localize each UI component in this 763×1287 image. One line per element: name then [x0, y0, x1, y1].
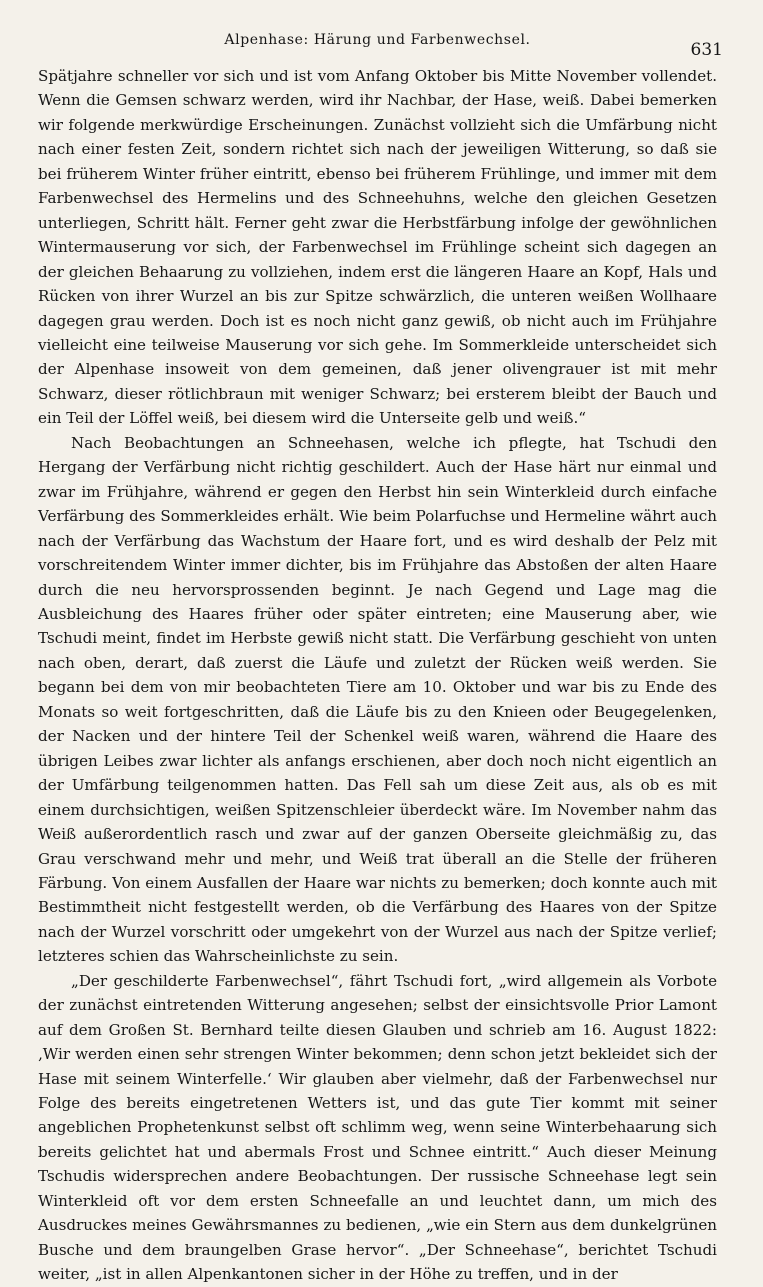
- paragraph-3: „Der geschilderte Farbenwechsel“, fährt Tschudi fort, „wird allgemein als Vorbote der zunächst eintretenden Witterung angesehen; selbst der einsichtsvolle Prior Lamont auf dem Großen St. Bernhard teilte diesen Glauben und schrieb am 16. August 1822: ‚Wir werden einen sehr strengen Winter bekommen; denn schon jetzt bekleidet sich der Hase mit seinem Winterfelle.‘ Wir glauben aber vielmehr, daß der Farbenwechsel nur Folge des bereits eingetretenen Wetters ist, und das gute Tier kommt mit seiner angeblichen Prophetenkunst selbst oft schlimm weg, wenn seine Winterbehaarung sich bereits gelichtet hat und abermals Frost und Schnee eintritt.“ Auch dieser Meinung Tschudis widersprechen andere Beobachtungen. Der russische Schneehase legt sein Winterkleid oft vor dem ersten Schneefalle an und leuchtet dann, um mich des Ausdruckes meines Gewährsmannes zu bedienen, „wie ein Stern aus dem dunkelgrünen Busche und dem braungelben Grase hervor“. „Der Schneehase“, berichtet Tschudi weiter, „ist in allen Alpenkantonen sicher in der Höhe zu treffen, und in der: [38, 971, 717, 1284]
- paragraph-1: Spätjahre schneller vor sich und ist vom Anfang Oktober bis Mitte November vollendet. Wenn die Gemsen schwarz werden, wird ihr Nachbar, der Hase, weiß. Dabei bemerken wir folgende merkwürdige Erscheinungen. Zunächst vollzieht sich die Umfärbung nicht nach einer festen Zeit, sondern richtet sich nach der jeweiligen Witterung, so daß sie bei früherem Winter früher eintritt, ebenso bei früherem Frühlinge, und immer mit dem Farbenwechsel des Hermelins und des Schneehuhns, welche den gleichen Gesetzen unterliegen, Schritt hält. Ferner geht zwar die Herbstfärbung infolge der gewöhnlichen Wintermauserung vor sich, der Farbenwechsel im Frühlinge scheint sich dagegen an der gleichen Behaarung zu vollziehen, indem erst die längeren Haare an Kopf, Hals und Rücken von ihrer Wurzel an bis zur Spitze schwärzlich, die unteren weißen Wollhaare dagegen grau werden. Doch ist es noch nicht ganz gewiß, ob nicht auch im Frühjahre vielleicht eine teilweise Mauserung vor sich gehe. Im Sommerkleide unterscheidet sich der Alpenhase insoweit von dem gemeinen, daß jener olivengrauer ist mit mehr Schwarz, dieser rötlichbraun mit weniger Schwarz; bei ersterem bleibt der Bauch und ein Teil der Löffel weiß, bei diesem wird die Unterseite gelb und weiß.“: [38, 67, 717, 428]
- page-header: [38, 30, 723, 64]
- running-head: Alpenhase: Härung und Farbenwechsel.: [224, 32, 531, 48]
- body-text: [38, 64, 717, 1287]
- page-number: 631: [690, 40, 723, 60]
- paragraph-2: Nach Beobachtungen an Schneehasen, welche ich pflegte, hat Tschudi den Hergang der Verfärbung nicht richtig geschildert. Auch der Hase härt nur einmal und zwar im Frühjahre, während er gegen den Herbst hin sein Winterkleid durch einfache Verfärbung des Sommerkleides erhält. Wie beim Polarfuchse und Hermeline währt auch nach der Verfärbung das Wachstum der Haare fort, und es wird deshalb der Pelz mit vorschreitendem Winter immer dichter, bis im Frühjahre das Abstoßen der alten Haare durch die neu hervorsprossenden beginnt. Je nach Gegend und Lage mag die Ausbleichung des Haares früher oder später eintreten; eine Mauserung aber, wie Tschudi meint, findet im Herbste gewiß nicht statt. Die Verfärbung geschieht von unten nach oben, derart, daß zuerst die Läufe und zuletzt der Rücken weiß werden. Sie begann bei dem von mir beobachteten Tiere am 10. Oktober und war bis zu Ende des Monats so weit fortgeschritten, daß die Läufe bis zu den Knieen oder Beugegelenken, der Nacken und der hintere Teil der Schenkel weiß waren, während die Haare des übrigen Leibes zwar lichter als anfangs erschienen, aber doch noch nicht eigentlich an der Umfärbung teilgenommen hatten. Das Fell sah um diese Zeit aus, als ob es mit einem durchsichtigen, weißen Spitzenschleier überdeckt wäre. Im November nahm das Weiß außerordentlich rasch und zwar auf der ganzen Oberseite gleichmäßig zu, das Grau verschwand mehr und mehr, und Weiß trat überall an die Stelle der früheren Färbung. Von einem Ausfallen der Haare war nichts zu bemerken; doch konnte auch mit Bestimmtheit nicht festgestellt werden, ob die Verfärbung des Haares von der Spitze nach der Wurzel vorschritt oder umgekehrt von der Wurzel aus nach der Spitze verlief; letzteres schien das Wahrscheinlichste zu sein.: [38, 433, 717, 966]
